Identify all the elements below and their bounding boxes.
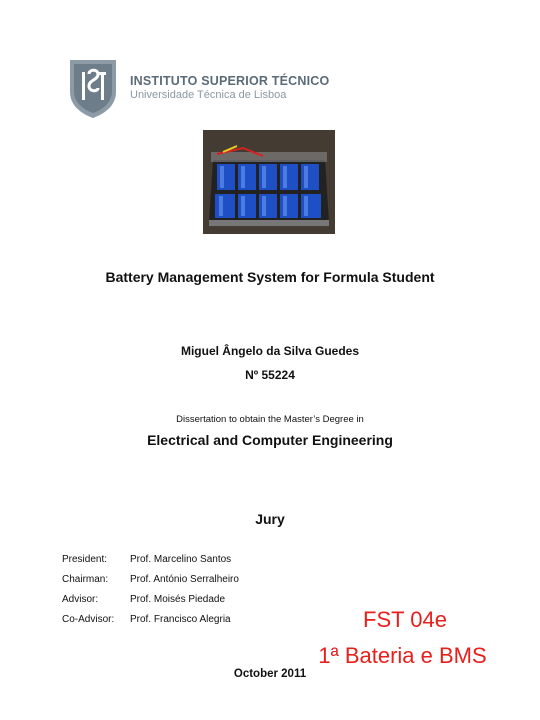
ist-shield-logo-icon	[68, 58, 118, 120]
jury-member-name: Prof. António Serralheiro	[130, 574, 239, 585]
jury-member-name: Prof. Marcelino Santos	[130, 554, 232, 565]
dissertation-purpose: Dissertation to obtain the Master’s Degree in	[176, 414, 364, 425]
jury-role: President:	[62, 554, 108, 565]
battery-pack-image	[203, 130, 335, 234]
jury-role: Advisor:	[62, 594, 99, 605]
institution-name: INSTITUTO SUPERIOR TÉCNICO	[130, 74, 330, 88]
student-number: Nº 55224	[245, 368, 295, 382]
institution-logo	[68, 58, 328, 120]
jury-row	[62, 554, 239, 574]
jury-heading: Jury	[255, 511, 285, 527]
annotation-line-2: 1ª Bateria e BMS	[318, 643, 487, 668]
jury-row	[62, 594, 239, 614]
battery-pack-photo	[203, 130, 335, 234]
author-name: Miguel Ângelo da Silva Guedes	[180, 344, 360, 358]
thesis-title: Battery Management System for Formula Student	[105, 269, 435, 285]
jury-member-name: Prof. Moisés Piedade	[130, 594, 226, 605]
submission-date: October 2011	[233, 668, 307, 680]
annotation-line-1: FST 04e	[363, 607, 447, 632]
jury-row	[62, 614, 239, 634]
jury-role: Co-Advisor:	[62, 614, 115, 625]
jury-member-name: Prof. Francisco Alegria	[130, 614, 231, 625]
jury-row	[62, 574, 239, 594]
degree-name: Electrical and Computer Engineering	[147, 432, 393, 448]
jury-role: Chairman:	[62, 574, 109, 585]
jury-list	[62, 554, 239, 634]
institution-subname: Universidade Técnica de Lisboa	[130, 89, 287, 101]
